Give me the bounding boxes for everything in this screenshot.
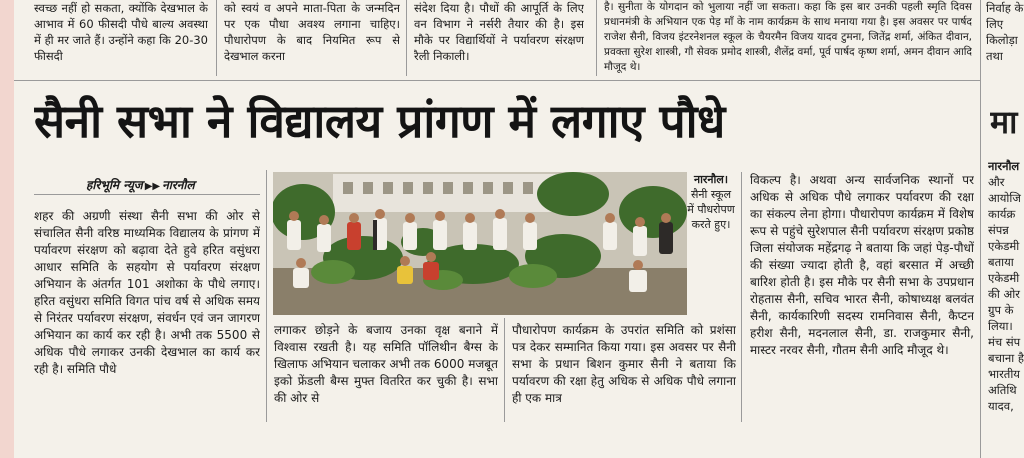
top-column-3: संदेश दिया है। पौधों की आपूर्ति के लिए वन विभाग ने नर्सरी तैयार की है। इस मौके पर विद्यार्थियों ने पर्यावरण संरक्षण रैली निकाली। <box>414 1 584 63</box>
caption-place: नारनौल। <box>693 173 729 186</box>
column-rule <box>406 0 407 76</box>
column-rule <box>216 0 217 76</box>
adjacent-article-place: नारनौल <box>988 159 1020 173</box>
caption-text: सैनी स्कूल में पौधरोपण करते हुए। <box>687 188 735 231</box>
top-column-1: स्वच्छ नहीं हो सकता, क्योंकि देखभाल के आभाव में 60 फीसदी पौधे बाल्य अवस्था में ही मर जाते हैं। उन्होंने कहा कि 20-30 फीसदी <box>34 1 208 63</box>
byline-source: हरिभूमि न्यूज <box>86 178 143 192</box>
photo-caption <box>687 172 735 300</box>
article-photo <box>273 172 687 315</box>
page-margin <box>0 0 14 458</box>
column-rule <box>266 170 267 422</box>
article-column-3: पौधारोपण कार्यक्रम के उपरांत समिति को प्रशंसा पत्र देकर सम्मानित किया गया। इस अवसर पर सैनी सभा के प्रधान बिशन कुमार सैनी ने बताया कि पर्यावरण की रक्षा हेतु अधिक से अधिक पौधे लगाना ही एक मात्र <box>512 323 736 405</box>
byline <box>86 176 195 193</box>
adjacent-article-text: और आयोजि कार्यक्र संपन्न एकेडमी बताया एकेडमी की ओर ग्रुप के लिया। मंच संप बचाना है भारतीय अतिथि यादव, <box>988 175 1024 413</box>
article-column-1: शहर की अग्रणी संस्था सैनी सभा की ओर से संचालित सैनी वरिष्ठ माध्यमिक विद्यालय के प्रांगण में पर्यावरण संरक्षण को बढ़ावा देते हुवे हरित वसुंधरा आधार समिति के सहयोग से पर्यावरण संरक्षण अभियान के अंतर्गत 101 अशोका के पौधे लगाए। हरित वसुंधरा समिति विगत पांच वर्ष से अधिक समय से निरंतर पर्यावरण संरक्षण, संवर्धन एवं जन जागरण अभियान का कार्य कर रही है। अभी तक 5500 से अधिक पौधे लगाकर उनकी देखभाल का कार्य कर रही है। समिति पौधे <box>34 209 260 376</box>
byline-place: नारनौल <box>162 178 195 192</box>
top-column-2: को स्वयं व अपने माता-पिता के जन्मदिन पर एक पौधा अवश्य लगाना चाहिए। पौधारोपण के बाद नियमित रूप से देखभाल करना <box>224 1 400 63</box>
adjacent-article-column <box>988 158 1024 422</box>
column-rule <box>504 318 505 422</box>
top-column-4: है। सुनीता के योगदान को भुलाया नहीं जा सकता। कहा कि इस बार उनकी पहली स्मृति दिवस प्रधानमंत्री के अभियान एक पेड़ माँ के नाम कार्यक्रम के साथ मनाया गया है। इस अवसर पर पार्षद राजेश सैनी, विजय इंटरनेशनल स्कूल के चैयरमैन विजय यादव टुमना, जितेंद्र शर्मा, अंकित दीवान, प्रवक्ता सुरेश शास्त्री, गौ सेवक प्रमोद शास्त्री, शैलेंद्र वर्मा, पूर्व पार्षद कृष्ण शर्मा, अमन दीवान आदि मौजूद थे। <box>604 1 972 73</box>
column-rule <box>741 172 742 422</box>
adjacent-headline: मा <box>990 103 1018 141</box>
article-headline: सैनी सभा ने विद्यालय प्रांगण में लगाए पौधे <box>34 94 725 148</box>
byline-rule <box>34 194 260 195</box>
photo-image <box>273 172 687 315</box>
top-column-5: निर्वाह के लिए किलोड़ा तथा <box>986 1 1024 63</box>
column-rule <box>980 0 981 458</box>
byline-arrows: ▶▶ <box>144 181 161 192</box>
article-column-4: विकल्प है। अथवा अन्य सार्वजनिक स्थानों पर अधिक से अधिक पौधे लगाकर पर्यावरण की रक्षा का संकल्प लेना होगा। पौधारोपण कार्यक्रम में विशेष रूप से पहुंचे सुरेशपाल सैनी पर्यावरण संरक्षण प्रकोष्ठ जिला संयोजक महेंद्रगढ़ ने बताया कि जहां पेड़-पौधों की संख्या ज्यादा होती है, वहां बरसात में अच्छी बारिश होती है। इस मौके पर सैनी सभा के उपप्रधान रोहतास सैनी, सचिव भारत सैनी, कोषाध्यक्ष बलवंत सैनी, कार्यकारिणी सदस्य रामनिवास सैनी, कैप्टन हरीश सैनी, मदनलाल सैनी, डा. राजकुमार सैनी, मास्टर नरवर सैनी, गौतम सैनी आदि मौजूद थे। <box>750 173 974 357</box>
article-column-2: लगाकर छोड़ने के बजाय उनका वृक्ष बनाने में विश्वास रखती है। यह समिति पॉलिथीन बैग्स के खिलाफ अभियान चलाकर अभी तक 6000 मजबूत इको फ्रेंडली बैग्स मुफ्त वितरित कर चुकी है। सभा की ओर से <box>274 323 498 405</box>
column-rule <box>596 0 597 76</box>
section-rule <box>14 80 980 81</box>
